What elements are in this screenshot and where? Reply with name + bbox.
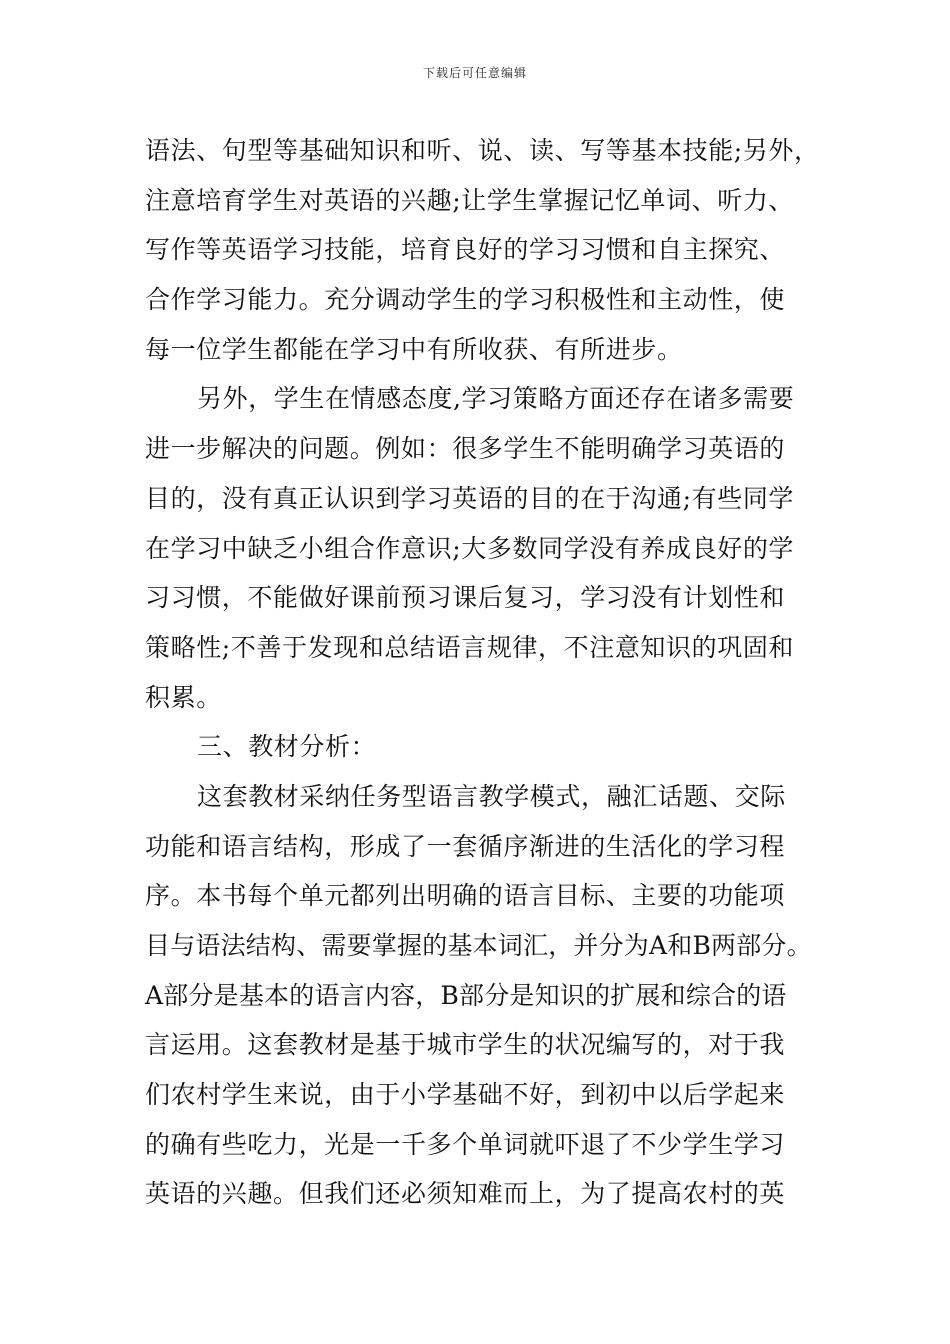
text-line: 们农村学生来说，由于小学基础不好，到初中以后学起来 [145, 1080, 786, 1110]
text-line: 写作等英语学习技能，培育良好的学习习惯和自主探究、 [145, 235, 786, 265]
text-line: 言运用。这套教材是基于城市学生的状况编写的，对于我 [145, 1030, 786, 1060]
text-line: 在学习中缺乏小组合作意识;大多数同学没有养成良好的学 [145, 533, 795, 563]
text-line: 三、教材分析： [197, 732, 377, 762]
body-text [145, 126, 825, 1219]
text-line: 目的，没有真正认识到学习英语的目的在于沟通;有些同学 [145, 483, 795, 513]
text-line: 注意培育学生对英语的兴趣;让学生掌握记忆单词、听力、 [145, 185, 795, 215]
text-line: A部分是基本的语言内容，B部分是知识的扩展和综合的语 [145, 980, 787, 1010]
text-line: 的确有些吃力，光是一千多个单词就吓退了不少学生学习 [145, 1129, 786, 1159]
text-line: 习习惯，不能做好课前预习课后复习，学习没有计划性和 [145, 583, 786, 613]
text-line: 这套教材采纳任务型语言教学模式，融汇话题、交际 [197, 781, 786, 811]
text-line: 序。本书每个单元都列出明确的语言目标、主要的功能项 [145, 881, 786, 911]
text-line: 进一步解决的问题。例如：很多学生不能明确学习英语的 [145, 434, 786, 464]
text-line: 每一位学生都能在学习中有所收获、有所进步。 [145, 334, 683, 364]
text-line: 英语的兴趣。但我们还必须知难而上，为了提高农村的英 [145, 1179, 786, 1209]
text-line: 语法、句型等基础知识和听、说、读、写等基本技能;另外， [145, 136, 820, 165]
text-line: 积累。 [145, 682, 222, 712]
text-line: 合作学习能力。充分调动学生的学习积极性和主动性，使 [145, 285, 786, 315]
page-header: 下载后可任意编辑 [422, 66, 527, 80]
text-line: 功能和语言结构，形成了一套循序渐进的生活化的学习程 [145, 831, 786, 861]
text-line: 另外，学生在情感态度,学习策略方面还存在诸多需要 [197, 384, 795, 414]
text-line: 目与语法结构、需要掌握的基本词汇，并分为A和B两部分。 [145, 931, 812, 960]
text-line: 策略性;不善于发现和总结语言规律，不注意知识的巩固和 [145, 632, 795, 662]
